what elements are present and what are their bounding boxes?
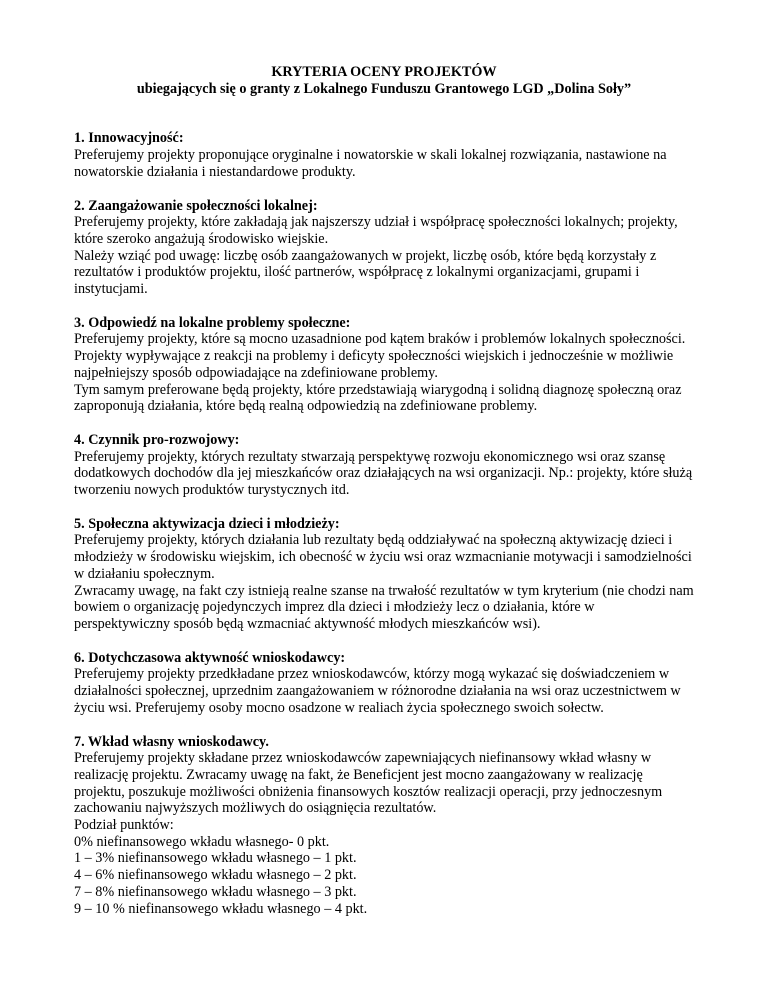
section-paragraph: Zwracamy uwagę, na fakt czy istnieją realne szanse na trwałość rezultatów w tym kryterium (nie chodzi nam bowiem o organizację pojedynczych imprez dla dzieci i młodzieży lecz o działania, które w perspektywiczny sposób będą wzmacniać aktywność młodych mieszkańców wsi). — [74, 582, 694, 632]
section-paragraph: Należy wziąć pod uwagę: liczbę osób zaangażowanych w projekt, liczbę osób, które będą korzystały z rezultatów i produktów projektu, ilość partnerów, współpracę z lokalnymi organizacjami, grupami i instytucjami. — [74, 247, 657, 298]
points-item: 4 – 6% niefinansowego wkładu własnego – 2 pkt. — [74, 867, 357, 884]
section-heading: 4. Czynnik pro-rozwojowy: — [74, 431, 240, 448]
section-heading: 5. Społeczna aktywizacja dzieci i młodzieży: — [74, 515, 340, 532]
section-heading: 7. Wkład własny wnioskodawcy. — [74, 733, 269, 750]
points-item: 7 – 8% niefinansowego wkładu własnego – 3 pkt. — [74, 883, 357, 900]
points-item: 1 – 3% niefinansowego wkładu własnego – 1 pkt. — [74, 850, 357, 867]
section-own-contribution — [74, 734, 694, 918]
section-heading: 6. Dotychczasowa aktywność wnioskodawcy: — [74, 649, 346, 666]
section-paragraph: Preferujemy projekty proponujące oryginalne i nowatorskie w skali lokalnej rozwiązania, nastawione na nowatorskie działania i niestandardowe produkty. — [74, 147, 667, 180]
section-heading: 2. Zaangażowanie społeczności lokalnej: — [74, 197, 318, 214]
points-list — [74, 834, 694, 918]
points-item: 0% niefinansowego wkładu własnego- 0 pkt. — [74, 833, 330, 850]
section-paragraph: Preferujemy projekty, których rezultaty stwarzają perspektywę rozwoju ekonomicznego wsi oraz szansę dodatkowych dochodów dla jej mieszkańców oraz działających na wsi organizacji. Np.: projekty, które służą tworzeniu nowych produktów turystycznych itd. — [74, 448, 693, 499]
section-paragraph: Tym samym preferowane będą projekty, które przedstawiają wiarygodną i solidną diagnozę społeczną oraz zaproponują działania, które będą realną odpowiedzią na zdefiniowane problemy. — [74, 381, 682, 415]
section-youth-activation — [74, 516, 694, 633]
section-innovation — [74, 130, 694, 180]
section-paragraph: Preferujemy projekty, które zakładają jak najszerszy udział i współpracę społeczności lokalnych; projekty, które szeroko angażują środowisko wiejskie. — [74, 214, 678, 247]
section-development-factor — [74, 432, 694, 499]
section-heading: 1. Innowacyjność: — [74, 130, 184, 147]
section-paragraph: Preferujemy projekty składane przez wnioskodawców zapewniających niefinansowy wkład własny w realizację projektu. Zwracamy uwagę na fakt, że Beneficjent jest mocno zaangażowany w realizację projektu, poszukuje możliwości obniżenia finansowych kosztów realizacji operacji, przy jednoczesnym zachowaniu najwyższych możliwych do osiągnięcia rezultatów. — [74, 750, 663, 817]
section-heading: 3. Odpowiedź na lokalne problemy społeczne: — [74, 314, 351, 331]
points-item: 9 – 10 % niefinansowego wkładu własnego – 4 pkt. — [74, 900, 368, 917]
section-paragraph: Preferujemy projekty, których działania lub rezultaty będą oddziaływać na społeczną aktywizację dzieci i młodzieży w środowisku wiejskim, ich obecność w życiu wsi oraz wzmacnianie motywacji i samodzielności w działaniu społecznym. — [74, 532, 692, 582]
document-title: KRYTERIA OCENY PROJEKTÓW — [271, 64, 497, 80]
section-local-problems — [74, 315, 694, 415]
points-intro: Podział punktów: — [74, 817, 174, 834]
section-paragraph: Preferujemy projekty, które są mocno uzasadnione pod kątem braków i problemów lokalnych społeczności. Projekty wypływające z reakcji na problemy i deficyty społeczności wiejskich i jednocześnie w możliwie najpełniejszy sposób odpowiadające na zdefiniowane problemy. — [74, 331, 686, 381]
section-community-engagement — [74, 198, 694, 298]
section-applicant-activity — [74, 650, 694, 717]
document-subtitle: ubiegających się o granty z Lokalnego Funduszu Grantowego LGD „Dolina Soły” — [136, 80, 632, 97]
section-paragraph: Preferujemy projekty przedkładane przez wnioskodawców, którzy mogą wykazać się doświadczeniem w działalności społecznej, uprzednim zaangażowaniem w różnorodne działania na wsi oraz uczestnictwem w życiu wsi. Preferujemy osoby mocno osadzone w realiach życia społecznego swoich sołectw. — [74, 666, 681, 716]
